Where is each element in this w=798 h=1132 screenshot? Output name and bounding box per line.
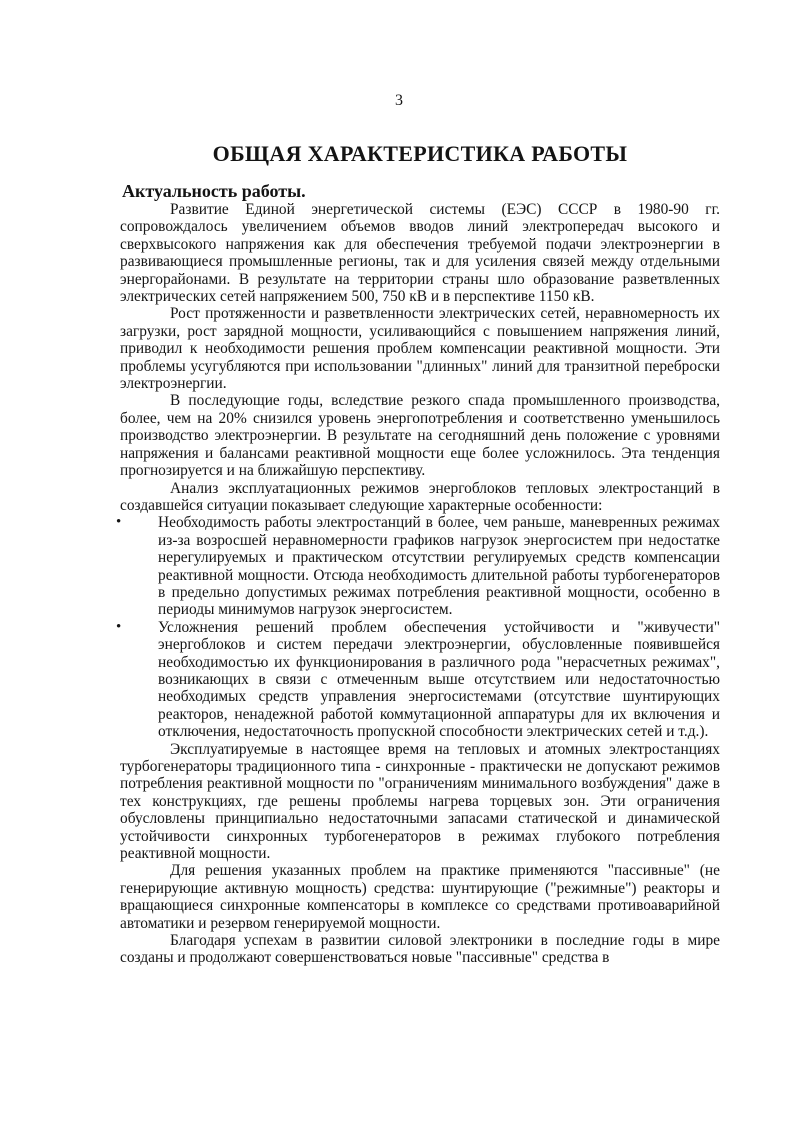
bullet-icon: • bbox=[116, 514, 122, 531]
paragraph: Благодаря успехам в развитии силовой электроники в последние годы в мире созданы и продолжают совершенствоваться новые "пассивные" средства в bbox=[120, 932, 720, 967]
paragraph: Развитие Единой энергетической системы (ЕЭС) СССР в 1980-90 гг. сопровождалось увеличением объемов вводов линий электропередач высокого и сверхвысокого напряжения как для обеспечения требуемой подачи электроэнергии в развивающиеся промышленные регионы, так и для усиления связей между отдельными энергорайонами. В результате на территории страны шло образование разветвленных электрических сетей напряжением 500, 750 кВ и в перспективе 1150 кВ. bbox=[120, 201, 720, 306]
page-number: 3 bbox=[395, 92, 403, 109]
paragraph: В последующие годы, вследствие резкого спада промышленного производства, более, чем на 20% снизился уровень энергопотребления и соответственно уменьшилось производство электроэнергии. В результате на сегодняшний день положение с уровнями напряжения и балансами реактивной мощности еще более усложнилось. Эта тенденция прогнозируется и на ближайшую перспективу. bbox=[120, 392, 720, 480]
bullet-item bbox=[116, 618, 720, 741]
paragraph: Рост протяженности и разветвленности электрических сетей, неравномерность их загрузки, рост зарядной мощности, усиливающийся с повышением напряжения линий, приводил к необходимости решения проблем компенсации реактивной мощности. Эти проблемы усугубляются при использовании "длинных" линий для транзитной переброски электроэнергии. bbox=[120, 305, 720, 393]
body-text bbox=[116, 201, 720, 967]
bullet-text: Необходимость работы электростанций в более, чем раньше, маневренных режимах из-за возросшей неравномерности графиков нагрузок энергосистем при недостатке нерегулируемых и практическом отсутствии регулируемых средств компенсации реактивной мощности. Отсюда необходимость длительной работы турбогенераторов в предельно допустимых режимах потребления реактивной мощности, особенно в периоды минимумов нагрузок энергосистем. bbox=[158, 514, 720, 619]
paragraph: Анализ эксплуатационных режимов энергоблоков тепловых электростанций в создавшейся ситуации показывает следующие характерные особенности: bbox=[120, 479, 720, 514]
paragraph: Для решения указанных проблем на практике применяются "пассивные" (не генерирующие активную мощность) средства: шунтирующие ("режимные") реакторы и вращающиеся синхронные компенсаторы в комплексе со средствами противоаварийной автоматики и резервом генерируемой мощности. bbox=[120, 862, 720, 932]
bullet-item bbox=[116, 514, 720, 619]
bullet-list bbox=[116, 514, 720, 741]
bullet-icon: • bbox=[116, 618, 122, 635]
paragraph: Эксплуатируемые в настоящее время на тепловых и атомных электростанциях турбогенераторы традиционного типа - синхронные - практически не допускают режимов потребления реактивной мощности по "ограничениям минимального возбуждения" даже в тех конструкциях, где решены проблемы нагрева торцевых зон. Эти ограничения обусловлены принципиально недостаточными запасами статической и динамической устойчивости синхронных турбогенераторов в режимах глубокого потребления реактивной мощности. bbox=[120, 740, 720, 863]
section-title: Актуальность работы. bbox=[122, 181, 306, 201]
bullet-text: Усложнения решений проблем обеспечения устойчивости и "живучести" энергоблоков и систем передачи электроэнергии, обусловленные появившейся необходимостью их функционирования в различного рода "нерасчетных режимах", возникающих в связи с отмеченным выше отсутствием или недостаточностью необходимых средств управления энергосистемами (отсутствие шунтирующих реакторов, ненадежной работой коммутационной аппаратуры для их включения и отключения, недостаточность пропускной способности электрических сетей и т.д.). bbox=[158, 618, 720, 741]
document-title: ОБЩАЯ ХАРАКТЕРИСТИКА РАБОТЫ bbox=[212, 141, 628, 166]
